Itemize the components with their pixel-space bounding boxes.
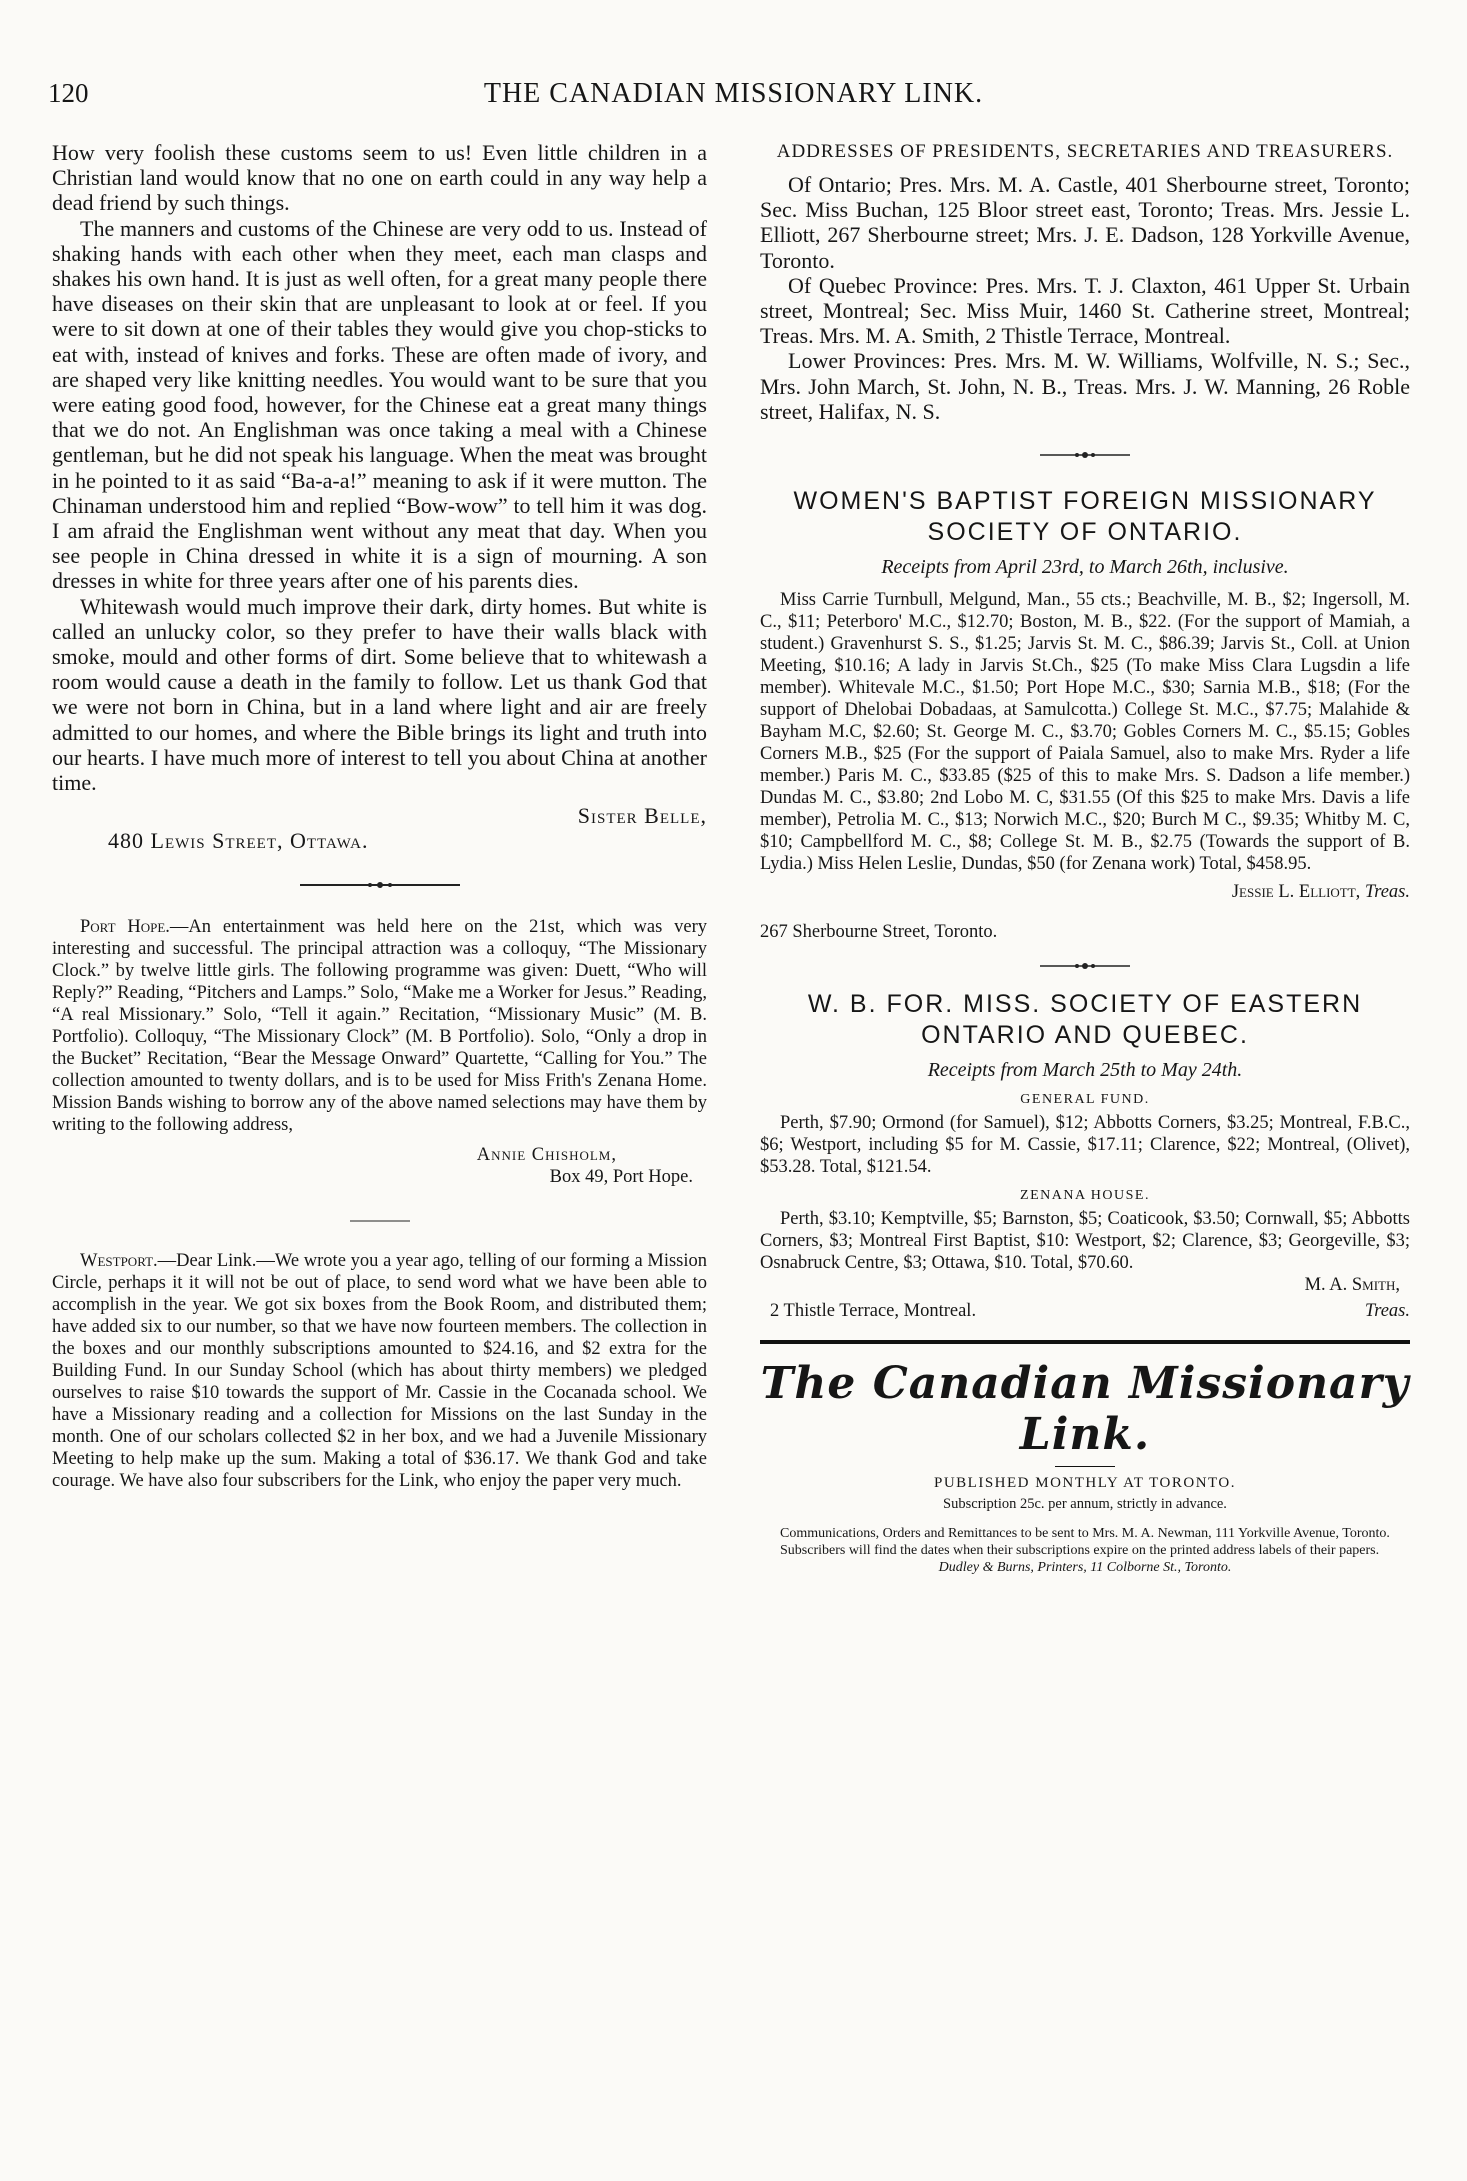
running-head: THE CANADIAN MISSIONARY LINK. xyxy=(483,78,984,109)
report-text: —Dear Link.—We wrote you a year ago, telling of our forming a Mission Circle, perhaps it it will not be out of place, to send word what we have been able to accomplish in the year. We got six boxes from the Book Room, and distributed them; have added six to our number, so that we have now fourteen members. The collection in the boxes and our monthly subscriptions amounted to $24.16, and $2 extra for the Building Fund. In our Sunday School (which has about thirty members) we pledged ourselves to raise $10 towards the support of Mr. Cassie in the Cocanada school. We have a Missionary reading and a collection for Missions on the last Sunday in the month. One of our scholars collected $2 in her box, and we had a Juvenile Missionary Meeting to help make up the sum. Making a total of $36.17. We thank God and take courage. We have also four subscribers for the Link, who enjoy the paper very much. xyxy=(52,1250,707,1491)
right-column xyxy=(760,140,1410,1576)
paragraph: How very foolish these customs seem to us! Even little children in a Christian land would know that no one on earth could in any way help a dead friend by such things. xyxy=(52,140,707,216)
masthead-rule xyxy=(760,1340,1410,1344)
signature: Annie Chisholm, xyxy=(476,1144,617,1165)
report-text: —An entertainment was held here on the 21st, which was very interesting and successful. The principal attraction was a colloquy, “The Missionary Clock.” by twelve little girls. The following programme was given: Duett, “Who will Reply?” Reading, “Pitchers and Lamps.” Solo, “Make me a Worker for Jesus.” Reading, “A real Missionary.” Solo, “Tell it again.” Recitation, “Missionary Music” (M. B. Portfolio). Colloquy, “The Missionary Clock” (M. B Portfolio). Solo, “Only a drop in the Bucket” Recitation, “Bear the Message Onward” Quartette, “Calling for You.” The collection amounted to twenty dollars, and is to be used for Miss Frith's Zenana Home. Mission Bands wishing to borrow any of the above named selections may have them by writing to the following address, xyxy=(52,916,707,1135)
signature: M. A. Smith, xyxy=(1304,1275,1400,1296)
wbfms-heading: WOMEN'S BAPTIST FOREIGN MISSIONARY SOCIETY OF ONTARIO. xyxy=(793,487,1377,547)
ornament-divider xyxy=(760,957,1410,975)
fine-print-line: Communications, Orders and Remittances to be sent to Mrs. M. A. Newman, 111 Yorkville Avenue, Toronto. xyxy=(780,1526,1390,1542)
addresses-list xyxy=(760,172,1410,424)
masthead-title: The Canadian Missionary Link. xyxy=(760,1358,1410,1461)
treasurer-title: Treas. xyxy=(1364,882,1410,903)
report-lead: Westport. xyxy=(80,1250,158,1271)
eastern-heading: W. B. FOR. MISS. SOCIETY OF EASTERN ONTARIO AND QUEBEC. xyxy=(807,990,1363,1050)
receipts-text: Miss Carrie Turnbull, Melgund, Man., 55 cts.; Beachville, M. B., $2; Ingersoll, M. C., $11; Peterboro' M.C., $12.70; Boston, M. B., $22. (For the support of Mamiah, a student.) Gravenhurst S. S., $1.25; Jarvis St. M. C., $86.39; Jarvis St., Coll. at Union Meeting, $10.16; A lady in Jarvis St.Ch., $25 (To make Miss Clara Lugsdin a life member). Whitevale M.C., $1.50; Port Hope M.C., $30; Sarnia M.B., $18; (For the support of Dhelobai Dobadaas, at Samulcotta.) College St. M.C., $7.75; Malahide & Bayham M.C, $2.60; St. George M. C., $3.70; Gobles Corners M. C., $5.15; Gobles Corners M.B., $25 (For the support of Paiala Samuel, also to make Mrs. Ryder a life member.) Paris M. C., $33.85 ($25 of this to make Mrs. S. Dadson a life member.) Dundas M. C., $3.80; 2nd Lobo M. C, $31.55 (Of this $25 to make Mrs. Davis a life member), Petrolia M. C., $13; Norwich M.C., $20; Burch M C., $9.35; Whitby M. C, $10; Campbellford M. C., $8; College St. M. B., $2.75 (Towards the support of B. Lydia.) Miss Helen Leslie, Dundas, $50 (for Zenana work) Total, $458.95. xyxy=(760,590,1410,875)
page-number: 120 xyxy=(48,78,89,108)
port-hope-report xyxy=(52,916,707,1188)
receipts-text: Perth, $3.10; Kemptville, $5; Barnston, $5; Coaticook, $3.50; Cornwall, $5; Abbotts Corners, $3; Montreal First Baptist, $10: Westport, $2; Clarence, $3; Georgeville, $3; Osnabruck Centre, $3; Ottawa, $10. Total, $70.60. xyxy=(760,1209,1410,1274)
subscription-note: Subscription 25c. per annum, strictly in advance. xyxy=(943,1496,1227,1513)
ornament-divider xyxy=(52,876,707,894)
signature-line xyxy=(760,1300,1410,1322)
eastern-subheading: Receipts from March 25th to May 24th. xyxy=(927,1059,1243,1082)
section-divider xyxy=(52,1210,707,1228)
zenana-house-heading: ZENANA HOUSE. xyxy=(1020,1188,1150,1204)
left-column xyxy=(52,140,707,1492)
wbfms-subheading: Receipts from April 23rd, to March 26th, inclusive. xyxy=(881,556,1289,579)
ornament-divider xyxy=(760,446,1410,464)
printers-imprint: Dudley & Burns, Printers, 11 Colborne St., Toronto. xyxy=(938,1560,1232,1576)
fine-print xyxy=(760,1525,1410,1576)
treasurer-title: Treas. xyxy=(1364,1301,1410,1322)
general-fund-receipts xyxy=(760,1112,1410,1178)
signature-address: 267 Sherbourne Street, Toronto. xyxy=(760,922,998,943)
address-entry: Of Ontario; Pres. Mrs. M. A. Castle, 401 Sherbourne street, Toronto; Sec. Miss Buchan, 125 Bloor street east, Toronto; Treas. Mrs. Jessie L. Elliott, 267 Sherbourne street; Mrs. J. E. Dadson, 128 Yorkville Avenue, Toronto. xyxy=(760,172,1410,273)
signature-address: 480 Lewis Street, Ottawa. xyxy=(108,828,369,854)
address-entry: Of Quebec Province: Pres. Mrs. T. J. Claxton, 461 Upper St. Urbain street, Montreal; Sec. Miss Muir, 1460 St. Catherine street, Montreal; Treas. Mrs. M. A. Smith, 2 Thistle Terrace, Montreal. xyxy=(760,272,1410,349)
addresses-heading: ADDRESSES OF PRESIDENTS, SECRETARIES AND TREASURERS. xyxy=(776,141,1394,162)
general-fund-heading: GENERAL FUND. xyxy=(1020,1092,1150,1108)
fine-print-line: Subscribers will find the dates when their subscriptions expire on the printed address labels of their papers. xyxy=(780,1543,1380,1559)
signature: Sister Belle, xyxy=(577,803,707,829)
report-lead: Port Hope. xyxy=(80,916,170,937)
address-entry: Lower Provinces: Pres. Mrs. M. W. Williams, Wolfville, N. S.; Sec., Mrs. John March, St. John, N. B., Treas. Mrs. J. W. Manning, 26 Roble street, Halifax, N. S. xyxy=(760,348,1410,424)
publication-note: PUBLISHED MONTHLY AT TORONTO. xyxy=(933,1475,1237,1492)
signature-address: 2 Thistle Terrace, Montreal. xyxy=(770,1301,977,1322)
westport-report xyxy=(52,1250,707,1492)
masthead-divider xyxy=(1055,1466,1115,1467)
zenana-house-receipts xyxy=(760,1208,1410,1322)
treasurer-name: Jessie L. Elliott, xyxy=(1231,882,1361,903)
sister-belle-letter xyxy=(52,140,707,854)
receipts-text: Perth, $7.90; Ormond (for Samuel), $12; Abbotts Corners, $3.25; Montreal, F.B.C., $6; Westport, including $5 for M. Cassie, $17.11; Clarence, $22; Montreal, (Olivet), $53.28. Total, $121.54. xyxy=(760,1113,1410,1178)
paragraph: Whitewash would much improve their dark, dirty homes. But white is called an unlucky color, so they prefer to have their walls black with smoke, mould and other forms of dirt. Some believe that to whitewash a room would cause a death in the family to follow. Let us thank God that we were not born in China, but in a land where light and air are freely admitted to our homes, and where the Bible brings its light and truth into our hearts. I have much more of interest to tell you about China at another time. xyxy=(52,593,707,796)
wbfms-receipts xyxy=(760,589,1410,943)
signature xyxy=(760,881,1410,903)
signature-address: Box 49, Port Hope. xyxy=(549,1166,693,1187)
paragraph: The manners and customs of the Chinese are very odd to us. Instead of shaking hands with each other when they meet, each man clasps and shakes his own hand. It is just as well often, for a great many people there have diseases on their skin that are unpleasant to look at or feel. If you were to sit down at one of their tables they would give you chop-sticks to eat with, instead of knives and forks. These are often made of ivory, and are shaped very like knitting needles. You would want to be sure that you were eating good food, however, for the Chinese eat a great many things that we do not. An Englishman was once taking a meal with a Chinese gentleman, but he did not speak his language. When the meat was brought in he pointed to it as said “Ba-a-a!” meaning to ask if it were mutton. The Chinaman understood him and replied “Bow-wow” to tell him it was dog. I am afraid the Englishman went without any meat that day. When you see people in China dressed in white it is a sign of mourning. A son dresses in white for three years after one of his parents dies. xyxy=(52,215,707,594)
